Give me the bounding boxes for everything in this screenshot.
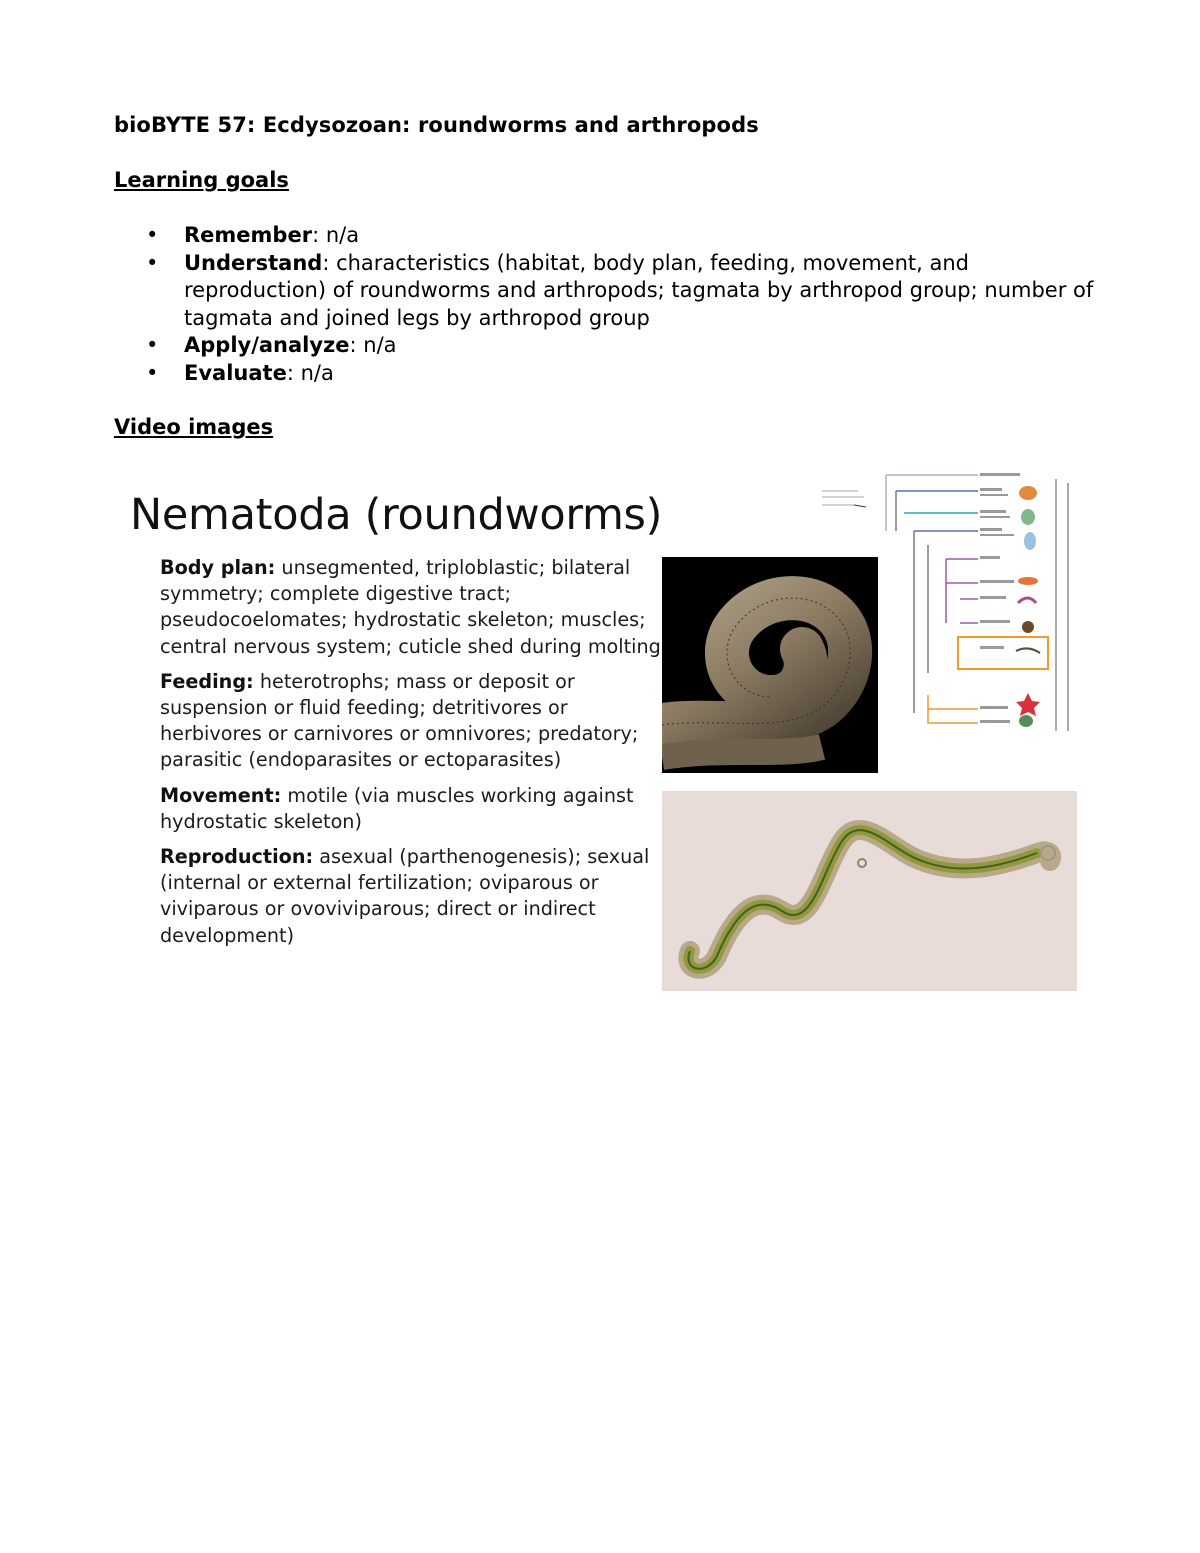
goal-term: Evaluate [184, 360, 287, 385]
paragraph-label: Movement: [160, 783, 282, 807]
feeding-paragraph [160, 669, 665, 774]
list-item [114, 360, 1094, 388]
nematode-micrograph-image [662, 791, 1077, 991]
reproduction-paragraph [160, 844, 665, 949]
learning-goals-heading: Learning goals [114, 168, 289, 192]
goal-text: : n/a [312, 223, 360, 247]
video-images-heading: Video images [114, 415, 274, 439]
goal-term: Understand [184, 250, 323, 275]
paragraph-text: unsegmented, triploblastic; bilateral symmetry; complete digestive tract; pseudocoelomates; hydrostatic skeleton; muscles; central nervous system; cuticle shed during molting [160, 556, 661, 658]
slide-title: Nematoda (roundworms) [130, 490, 663, 540]
bullet-icon: • [146, 223, 159, 247]
paragraph-label: Feeding: [160, 669, 254, 693]
document-title: bioBYTE 57: Ecdysozoan: roundworms and arthropods [114, 113, 759, 137]
paragraph-text: asexual (parthenogenesis); sexual (internal or external fertilization; oviparous or viviparous or ovoviviparous; direct or indirect development) [160, 845, 650, 947]
paragraph-text: heterotrophs; mass or deposit or suspension or fluid feeding; detritivores or herbivores or carnivores or omnivores; predatory; parasitic (endoparasites or ectoparasites) [160, 669, 639, 772]
body-plan-paragraph [160, 555, 665, 660]
bullet-icon: • [146, 250, 159, 275]
learning-goals-list [114, 222, 1094, 387]
list-item [114, 222, 1094, 250]
bullet-icon: • [146, 360, 159, 385]
goal-text: : characteristics (habitat, body plan, feeding, movement, and reproduction) of roundworms and arthropods; tagmata by arthropod group; number of tagmata and joined legs by arthropod group [184, 250, 1094, 330]
nematode-sem-image [662, 557, 878, 773]
goal-text: : n/a [286, 360, 334, 385]
list-item [114, 332, 1094, 360]
paragraph-label: Reproduction: [160, 845, 314, 869]
goal-term: Apply/analyze [184, 333, 350, 357]
goal-text: : n/a [349, 333, 397, 357]
paragraph-text: motile (via muscles working against hydrostatic skeleton) [160, 783, 634, 833]
list-item [114, 250, 1094, 333]
bullet-icon: • [146, 333, 159, 357]
slide-body [160, 555, 665, 958]
goal-term: Remember [184, 223, 313, 247]
movement-paragraph [160, 783, 665, 835]
paragraph-label: Body plan: [160, 556, 276, 579]
